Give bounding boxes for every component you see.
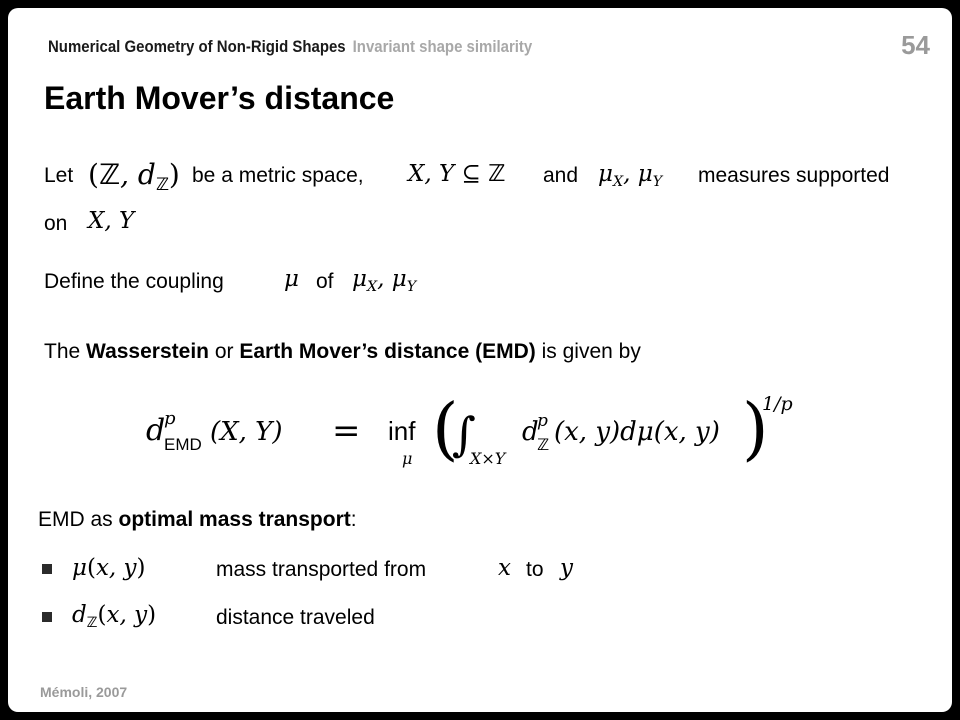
page-number: 54	[901, 30, 930, 60]
bullet-to: to	[526, 558, 544, 581]
course-title: Numerical Geometry of Non-Rigid Shapes	[48, 37, 346, 56]
svg-text:ℤ: ℤ	[537, 435, 550, 454]
citation: Mémoli, 2007	[40, 684, 128, 700]
svg-text:(: (	[432, 390, 459, 469]
math-dz-xy: $d_ℤ(x$, y)	[72, 602, 157, 631]
svg-text:p: p	[537, 411, 548, 431]
svg-text:(X, Y): (X, Y)	[210, 417, 283, 447]
math-mu-xy-pair: μ(x, y)	[72, 555, 146, 581]
emd-formula	[136, 380, 836, 480]
wasserstein-sentence: The Wasserstein or Earth Mover’s distance (EMD) is given by	[44, 340, 641, 363]
math-mu: μ	[284, 266, 299, 292]
math-metric-space: (ℤ, $d_ℤ$)	[88, 158, 180, 196]
text-metric-space: be a metric space,	[192, 164, 364, 187]
text-let: Let	[44, 164, 74, 187]
text-on: on	[44, 212, 68, 235]
math-x: x	[498, 555, 511, 581]
svg-text:∫: ∫	[452, 407, 476, 461]
svg-text:=: =	[332, 411, 361, 451]
text-measures: measures supported	[698, 164, 890, 187]
text-of: of	[316, 270, 334, 293]
svg-text:): )	[742, 390, 769, 469]
emd-intro: EMD as optimal mass transport:	[38, 508, 357, 531]
text-and: and	[543, 164, 579, 187]
svg-text:μ: μ	[402, 449, 413, 468]
math-measures: $\mu_X$, $\mu_Y$	[598, 161, 663, 190]
math-mu-xy: $\mu_X$, $\mu_Y$	[352, 266, 417, 295]
slide-title: Earth Mover’s distance	[44, 80, 395, 116]
svg-text:d: d	[522, 417, 539, 447]
slide-header	[48, 37, 532, 57]
section-title: Invariant shape similarity	[352, 37, 533, 56]
math-y: y	[560, 555, 573, 581]
bullet-mass-text: mass transported from	[216, 558, 427, 581]
bullet-marker	[42, 564, 52, 574]
svg-text:(x, y)dμ(x, y): (x, y)dμ(x, y)	[554, 417, 720, 447]
svg-text:inf: inf	[388, 416, 416, 446]
svg-text:1/p: 1/p	[762, 393, 793, 415]
math-xy-subset: X, Y ⊆ ℤ	[408, 161, 506, 187]
bullet-marker	[42, 612, 52, 622]
bullet-distance-text: distance traveled	[216, 606, 375, 629]
svg-text:EMD: EMD	[164, 435, 202, 454]
svg-text:X×Y: X×Y	[470, 449, 506, 468]
math-xy: X, Y	[88, 208, 135, 234]
slide	[8, 8, 952, 712]
text-define-coupling: Define the coupling	[44, 270, 224, 293]
svg-text:d: d	[146, 413, 166, 448]
svg-text:p: p	[164, 408, 176, 429]
